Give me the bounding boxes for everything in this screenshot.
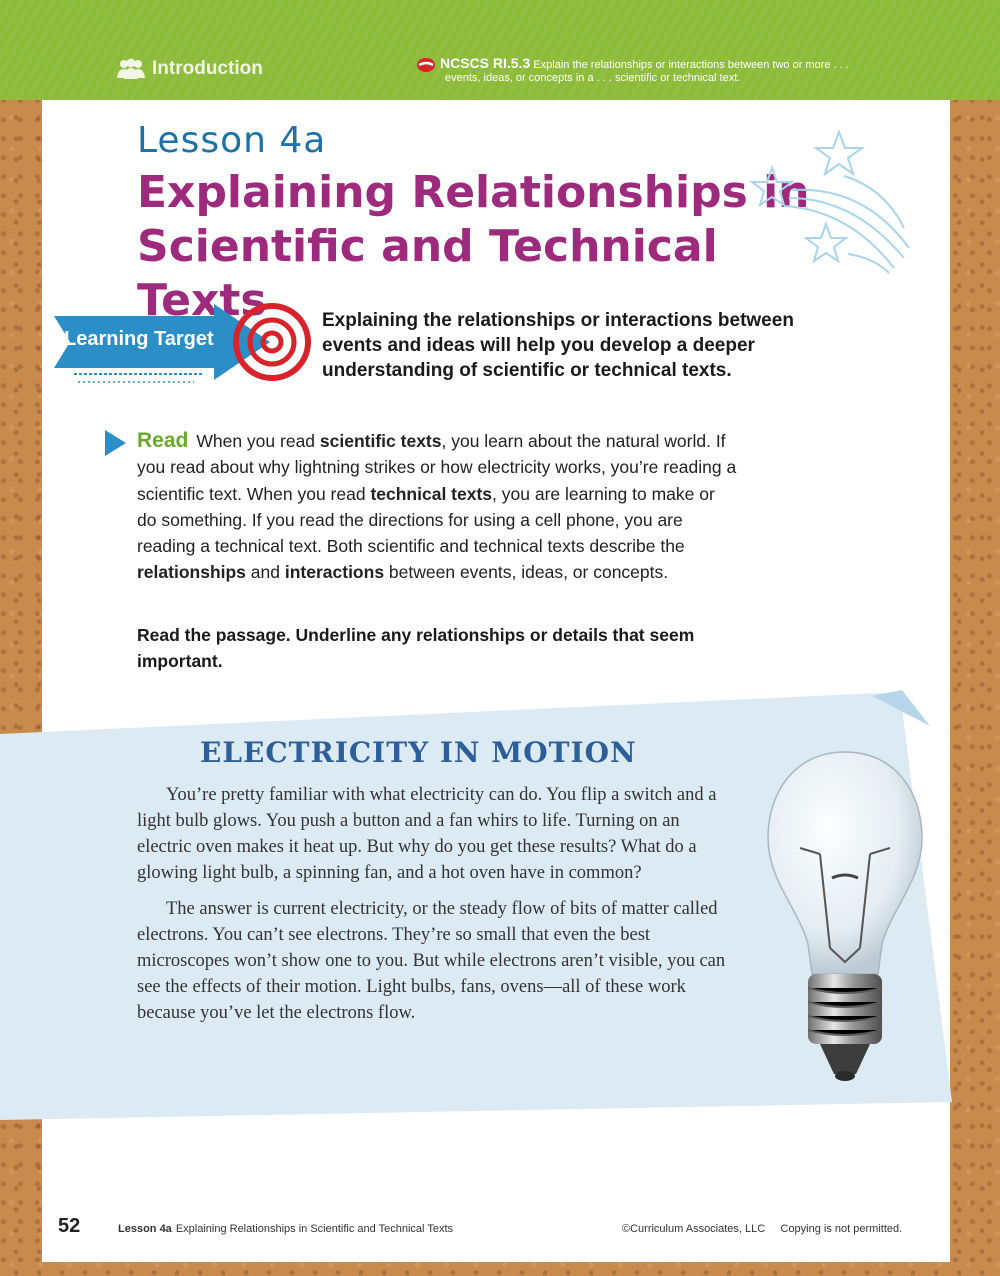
read-text-4: and (245, 562, 285, 583)
people-icon (116, 58, 146, 80)
page-number: 52 (58, 1215, 81, 1237)
lesson-label: Lesson 4a (137, 120, 327, 161)
passage-body (137, 782, 727, 1036)
standard-code: NCSCS RI.5.3 (440, 55, 531, 71)
light-bulb-image (760, 748, 930, 1088)
header-bar (0, 0, 1000, 100)
footer-copyright (622, 1223, 902, 1235)
read-paragraph (137, 428, 737, 586)
footer-lesson (118, 1223, 453, 1235)
footer-lesson-title: Explaining Relationships in Scientific and Technical Texts (175, 1223, 454, 1235)
standard-badge-icon (416, 57, 436, 73)
read-heading: Read (137, 429, 189, 452)
stars-icon (744, 128, 914, 278)
term-relationships: relationships (137, 562, 246, 583)
copyright-text: ©Curriculum Associates, LLC (622, 1223, 766, 1235)
term-scientific-texts: scientific texts (319, 431, 442, 451)
play-triangle-icon (103, 429, 127, 457)
read-text-5: between events, ideas, or concepts. (384, 562, 669, 583)
learning-target-label: Learning Target (64, 328, 214, 350)
passage-title: ELECTRICITY IN MOTION (200, 736, 637, 769)
footer-lesson-label: Lesson 4a (118, 1223, 172, 1235)
lesson-title: Explaining Relationships in Scientific and Technical Texts (137, 167, 810, 326)
section-label (116, 56, 263, 82)
section-title: Introduction (152, 58, 263, 79)
term-interactions: interactions (284, 562, 385, 583)
copy-notice: Copying is not permitted. (780, 1223, 903, 1235)
page-fold (872, 690, 932, 730)
read-text-3: , you are learning to make or do something. If you read the directions for using a cell phone, you are reading a technical text. Both scientific and technical texts describe the (137, 483, 715, 557)
read-text-1: When you read (196, 431, 320, 451)
read-instruction: Read the passage. Underline any relationships or details that seem important. (137, 625, 695, 671)
standard-text-2: events, ideas, or concepts in a . . . scientific or technical text. (445, 72, 741, 84)
passage-paragraph-2: The answer is current electricity, or the steady flow of bits of matter called electrons. You can’t see electrons. They’re so small that even the best microscopes won’t show one to you. But while electrons aren’t visible, you can see the effects of their motion. Light bulbs, fans, ovens—all of these work because you’ve let the electrons flow. (137, 899, 726, 1023)
passage-paragraph-1: You’re pretty familiar with what electricity can do. You flip a switch and a light bulb glows. You push a button and a fan whirs to life. Turning on an electric oven makes it heat up. But why do you get these results? What do a glowing light bulb, a spinning fan, and a hot oven have in common? (137, 785, 717, 883)
read-text-2: , you learn about the natural world. If you read about why lightning strikes or how electricity works, you’re reading a scientific text. When you read (137, 431, 737, 504)
standard-text-1: Explain the relationships or interactions between two or more . . . (533, 59, 849, 71)
term-technical-texts: technical texts (370, 483, 493, 504)
standard-note (416, 57, 976, 85)
learning-target-text: Explaining the relationships or interactions between events and ideas will help you develop a deeper understanding of scientific or technical texts. (322, 310, 794, 381)
